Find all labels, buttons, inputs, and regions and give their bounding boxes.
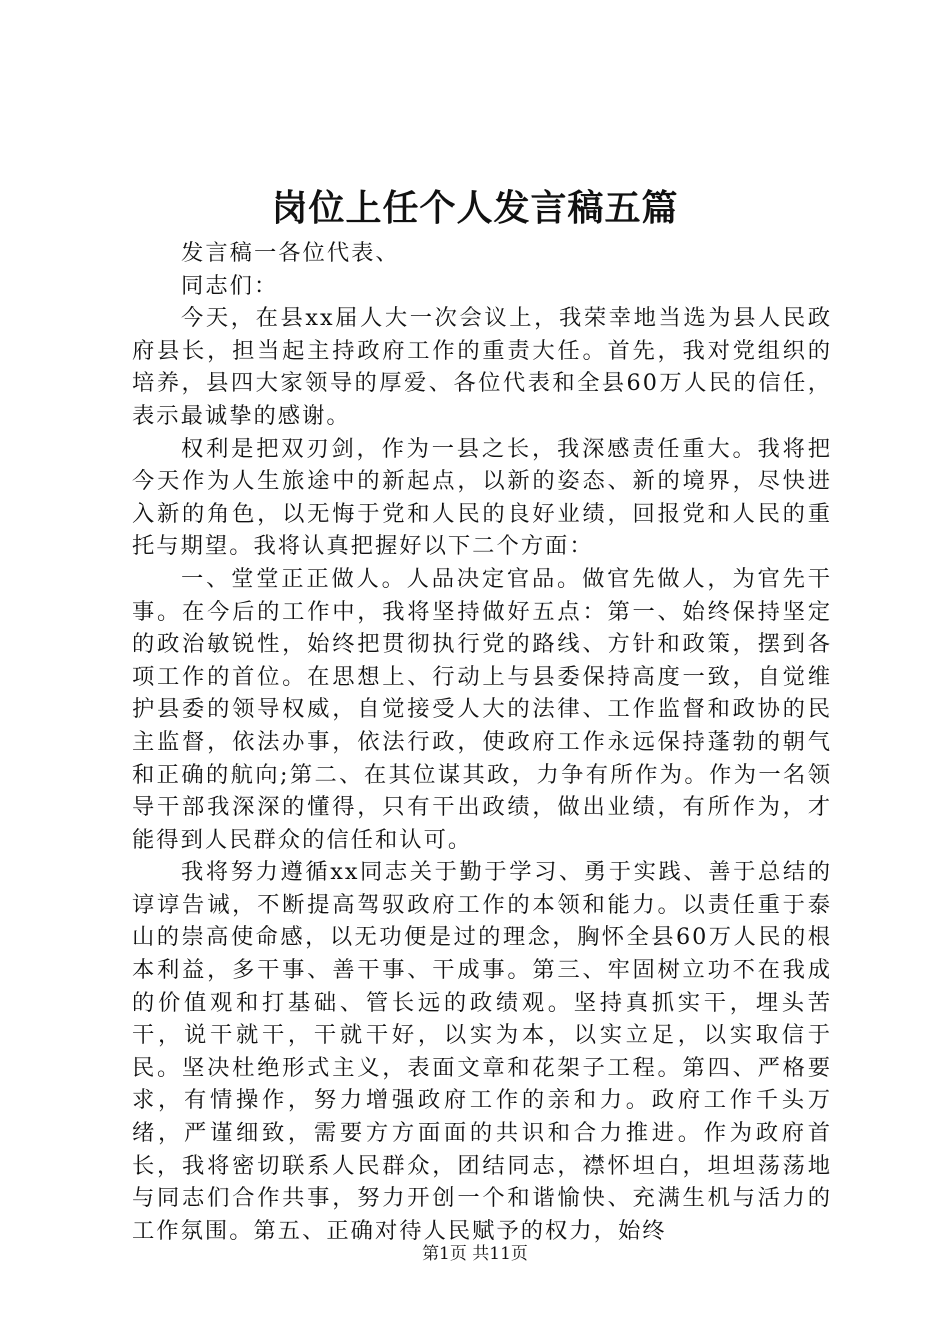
body-paragraph: 权利是把双刃剑，作为一县之长，我深感责任重大。我将把今天作为人生旅途中的新起点，以新的姿态、新的境界，尽快进入新的角色，以无悔于党和人民的良好业绩，回报党和人民的重托与期望。我将认真把握好以下二个方面： bbox=[132, 435, 832, 560]
body-paragraph: 同志们： bbox=[181, 272, 279, 299]
body-paragraph: 今天，在县xx届人大一次会议上，我荣幸地当选为县人民政府县长，担当起主持政府工作的重责大任。首先，我对党组织的培养，县四大家领导的厚爱、各位代表和全县60万人民的信任，表示最诚挚的感谢。 bbox=[132, 305, 832, 429]
document-body bbox=[132, 237, 832, 1247]
document-title: 岗位上任个人发言稿五篇 bbox=[271, 187, 679, 229]
body-paragraph: 发言稿一各位代表、 bbox=[181, 240, 400, 266]
body-paragraph: 一、堂堂正正做人。人品决定官品。做官先做人，为官先干事。在今后的工作中，我将坚持做好五点：第一、始终保持坚定的政治敏锐性，始终把贯彻执行党的路线、方针和政策，摆到各项工作的首位。在思想上、行动上与县委保持高度一致，自觉维护县委的领导权威，自觉接受人大的法律、工作监督和政协的民主监督，依法办事，依法行政，使政府工作永远保持蓬勃的朝气和正确的航向;第二、在其位谋其政，力争有所作为。作为一名领导干部我深深的懂得，只有干出政绩，做出业绩，有所作为，才能得到人民群众的信任和认可。 bbox=[132, 565, 832, 853]
page-footer: 第1页 共11页 bbox=[422, 1244, 528, 1264]
body-paragraph: 我将努力遵循xx同志关于勤于学习、勇于实践、善于总结的谆谆告诫，不断提高驾驭政府工作的本领和能力。以责任重于泰山的崇高使命感，以无功便是过的理念，胸怀全县60万人民的根本利益，多干事、善干事、干成事。第三、牢固树立功不在我成的价值观和打基础、管长远的政绩观。坚持真抓实干，埋头苦干，说干就干，干就干好，以实为本，以实立足，以实取信于民。坚决杜绝形式主义，表面文章和花架子工程。第四、严格要求，有情操作，努力增强政府工作的亲和力。政府工作千头万绪，严谨细致，需要方方面面的共识和合力推进。作为政府首长，我将密切联系人民群众，团结同志，襟怀坦白，坦坦荡荡地与同志们合作共事，努力开创一个和谐愉快、充满生机与活力的工作氛围。第五、正确对待人民赋予的权力，始终 bbox=[132, 859, 832, 1244]
